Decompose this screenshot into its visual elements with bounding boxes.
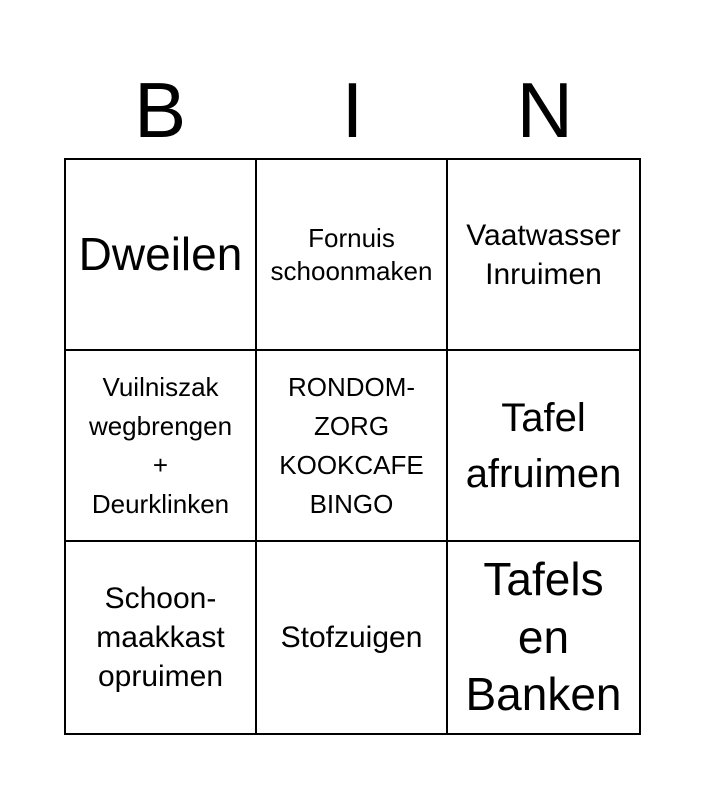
bingo-cell[interactable]: Fornuis schoonmaken bbox=[257, 160, 448, 351]
bingo-board bbox=[64, 158, 641, 735]
bingo-cell[interactable]: Schoon- maakkast opruimen bbox=[66, 542, 257, 733]
bingo-cell[interactable]: Vuilniszak wegbrengen + Deurklinken bbox=[66, 351, 257, 542]
header-letter-b: B bbox=[134, 66, 187, 154]
bingo-cell[interactable]: Tafels en Banken bbox=[465, 553, 622, 721]
bingo-cell[interactable]: Stofzuigen bbox=[257, 542, 448, 733]
bingo-header bbox=[64, 62, 641, 158]
bingo-cell-free[interactable]: RONDOM- ZORG KOOKCAFE BINGO bbox=[257, 351, 448, 542]
header-letter-i: I bbox=[341, 66, 364, 154]
bingo-cell[interactable]: Tafel afruimen bbox=[448, 351, 639, 542]
bingo-cell[interactable]: Dweilen bbox=[66, 160, 257, 351]
bingo-cell[interactable]: Vaatwasser Inruimen bbox=[448, 160, 639, 351]
header-letter-n: N bbox=[516, 66, 573, 154]
